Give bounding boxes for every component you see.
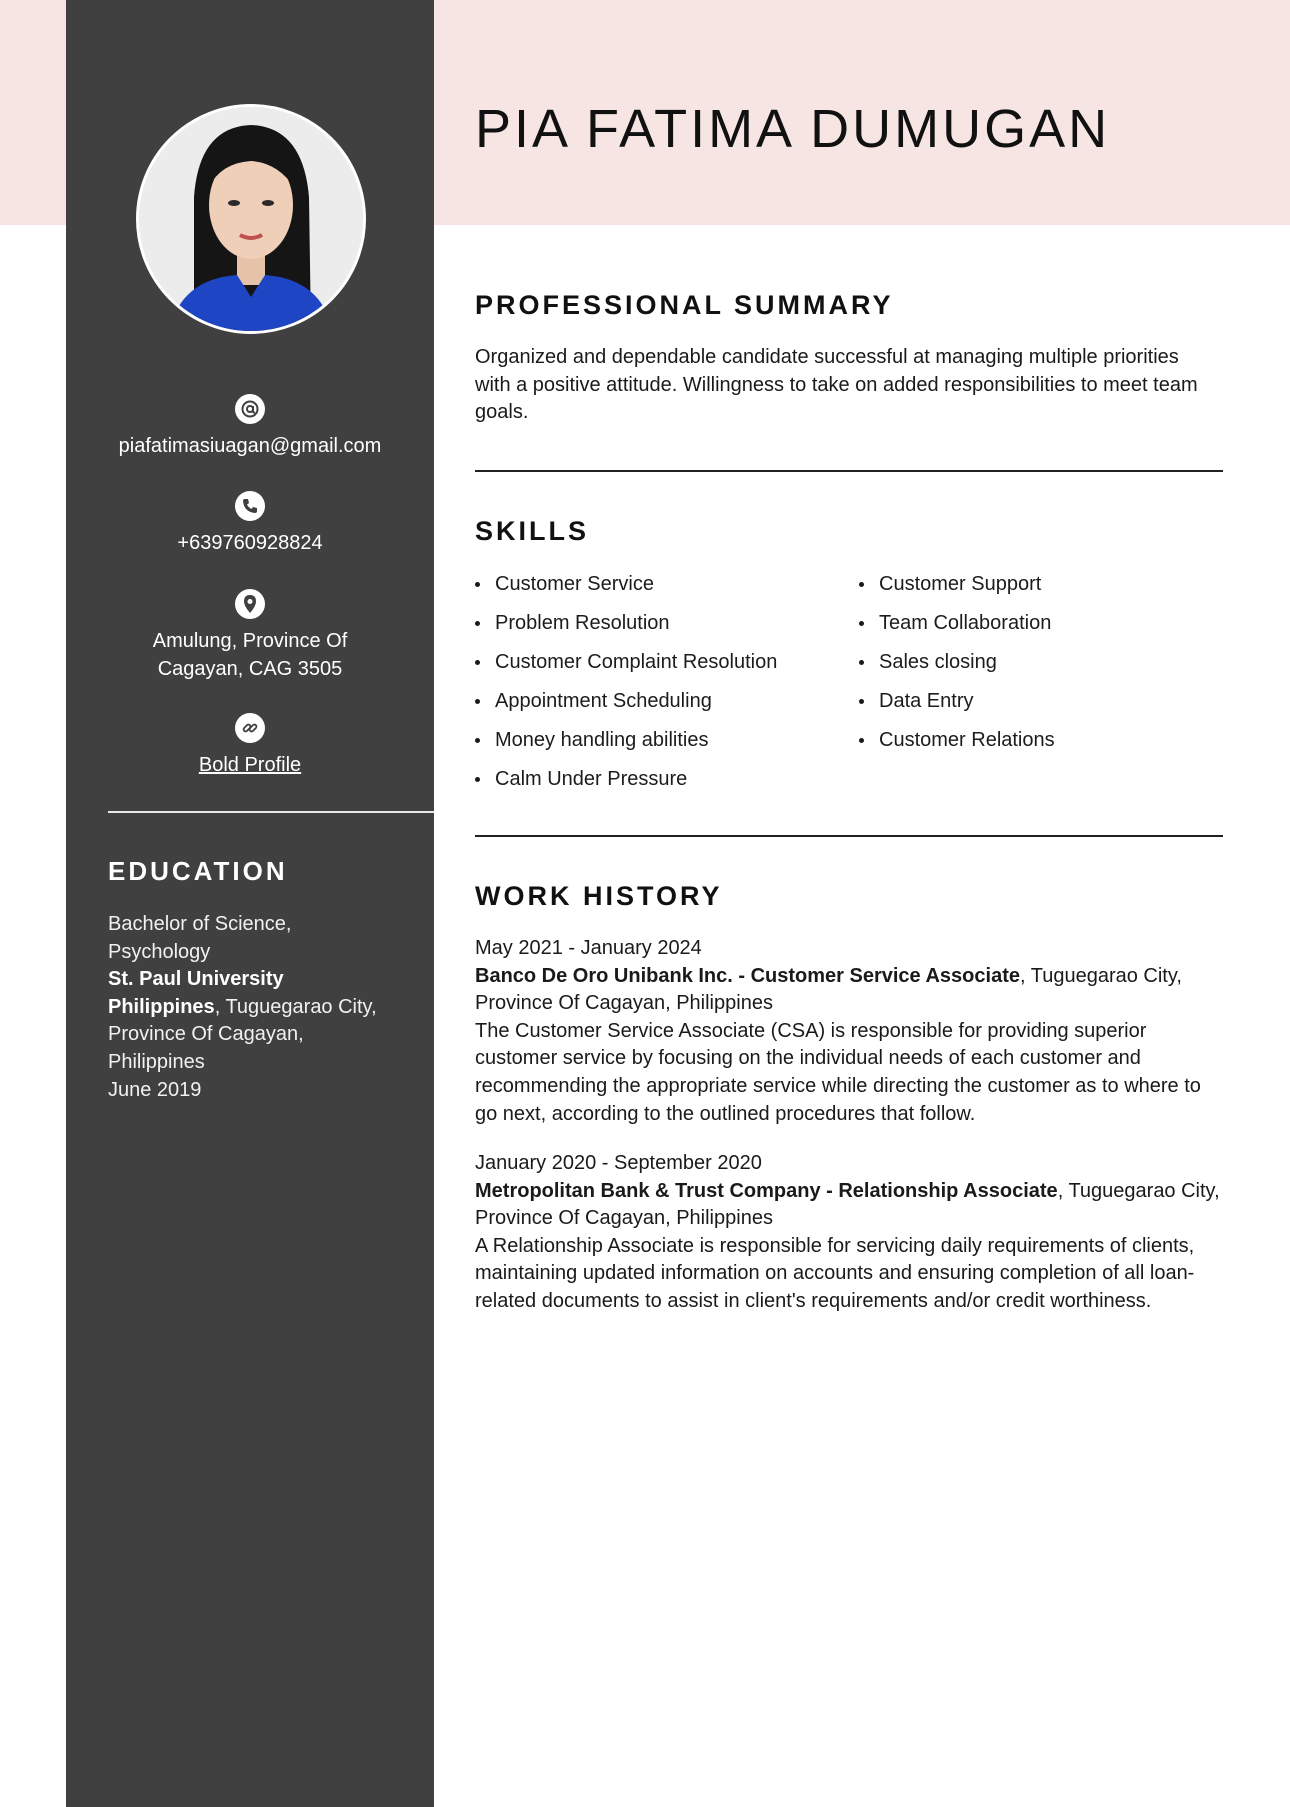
skill-item: Appointment Scheduling [475,685,777,724]
job-description-line: The Customer Service Associate (CSA) is responsible for providing superior [475,1019,1147,1042]
section-divider [475,470,1223,472]
section-divider [475,835,1223,837]
summary-heading: PROFESSIONAL SUMMARY [475,290,894,320]
profile-photo-illustration [139,107,363,331]
at-icon [235,394,265,424]
education-location-c: Philippines [108,1050,205,1073]
skill-item: Customer Support [859,568,1055,607]
work-history-heading: WORK HISTORY [475,881,723,911]
sidebar-divider [108,811,434,813]
contact-phone [66,491,434,557]
address-line-1: Amulung, Province Of [152,630,348,652]
job-description-line: go next, according to the outlined procedures that follow. [475,1102,976,1125]
skills-list-left [475,568,777,802]
summary-text [475,344,1225,427]
phone-text[interactable]: +639760928824 [177,532,323,554]
phone-icon [235,491,265,521]
job-description-line: recommending the appropriate service while directing the customer as to where to [475,1074,1201,1097]
education-location-a: , Tuguegarao City, [214,995,377,1018]
skill-item: Money handling abilities [475,724,777,763]
summary-line: Organized and dependable candidate successful at managing multiple priorities [475,346,1179,368]
skill-item: Problem Resolution [475,607,777,646]
skills-list-right [859,568,1055,763]
job-location-a: , Tuguegarao City, [1057,1179,1220,1202]
job-location-b: Province Of Cagayan, Philippines [475,1207,773,1230]
summary-line: with a positive attitude. Willingness to take on added responsibilities to meet team [475,373,1198,396]
candidate-name: PIA FATIMA DUMUGAN [475,99,1111,159]
education-date: June 2019 [108,1078,202,1101]
address-line-2: Cagayan, CAG 3505 [157,658,343,680]
job-description-line: A Relationship Associate is responsible for servicing daily requirements of clients, [475,1234,1195,1257]
location-pin-icon [235,589,265,619]
education-school-line-1: St. Paul University [108,968,284,991]
summary-line: goals. [475,401,529,424]
skills-heading: SKILLS [475,516,590,546]
email-text[interactable]: piafatimasiuagan@gmail.com [118,435,382,457]
education-location-b: Province Of Cagayan, [108,1023,304,1046]
skill-item: Customer Service [475,568,777,607]
bold-profile-link[interactable]: Bold Profile [198,754,302,776]
job-description-line: maintaining updated information on accounts and ensuring completion of all loan- [475,1262,1195,1285]
job-description-line: related documents to assist in client's requirements and/or credit worthiness. [475,1289,1152,1312]
job-description-line: customer service by focusing on the individual needs of each customer and [475,1047,1141,1070]
job-dates: May 2021 - January 2024 [475,937,702,959]
profile-photo [136,104,366,334]
contact-link [66,713,434,779]
education-heading: EDUCATION [108,856,288,886]
education-degree-line-1: Bachelor of Science, [108,913,292,935]
link-icon [235,713,265,743]
contact-address [66,589,434,683]
skill-item: Sales closing [859,646,1055,685]
skill-item: Calm Under Pressure [475,763,777,802]
job-employer-title: Metropolitan Bank & Trust Company - Relationship Associate [475,1179,1058,1202]
job-entry [475,1150,1225,1316]
education-entry [108,911,408,1104]
job-employer-title: Banco De Oro Unibank Inc. - Customer Service Associate [475,964,1020,987]
skill-item: Customer Relations [859,724,1055,763]
skill-item: Team Collaboration [859,607,1055,646]
education-degree-line-2: Psychology [108,940,211,963]
skill-item: Data Entry [859,685,1055,724]
job-location-b: Province Of Cagayan, Philippines [475,992,773,1015]
job-location-a: , Tuguegarao City, [1019,964,1182,987]
contact-email [66,394,434,460]
sidebar [66,0,434,1807]
job-entry [475,935,1225,1128]
skill-item: Customer Complaint Resolution [475,646,777,685]
job-dates: January 2020 - September 2020 [475,1152,762,1174]
education-school-line-2: Philippines [108,995,215,1018]
